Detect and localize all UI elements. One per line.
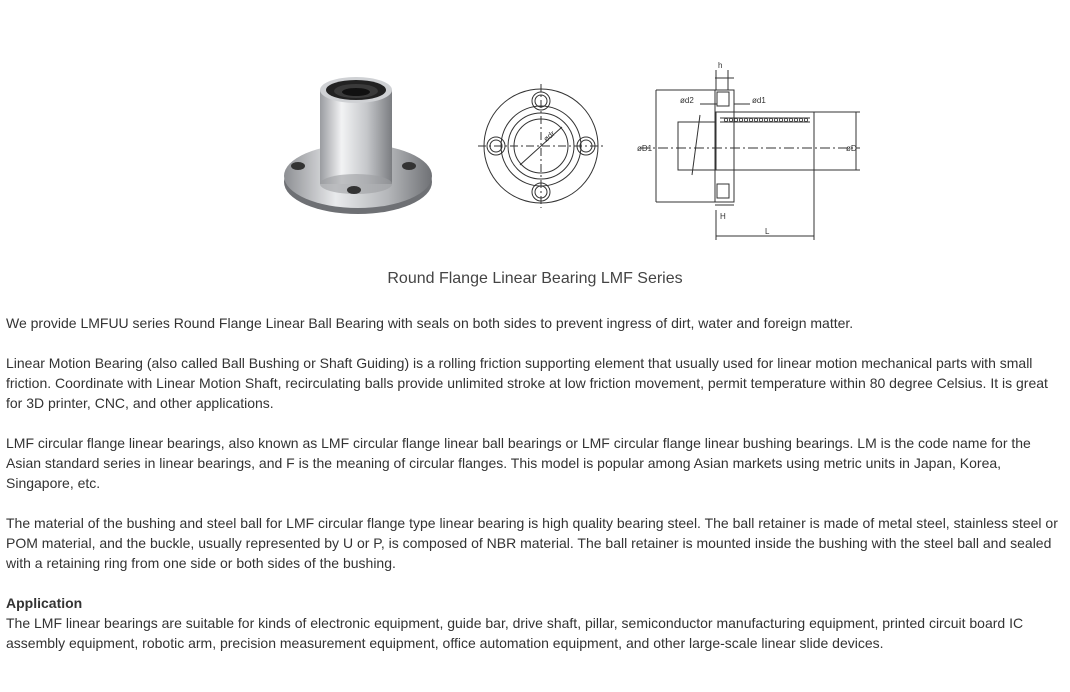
label-d1: ød1: [752, 96, 766, 105]
side-view-drawing: [640, 70, 860, 240]
paragraph-intro: We provide LMFUU series Round Flange Linear Ball Bearing with seals on both sides to prevent ingress of dirt, water and foreign matter.: [6, 315, 854, 331]
product-figure: [0, 0, 1070, 250]
paragraph-material: The material of the bushing and steel ball for LMF circular flange type linear bearing is high quality bearing steel. The ball retainer is made of metal steel, stainless steel or POM material, and the buckle, usually represented by U or P, is composed of NBR material. The ball retainer is mounted inside the bushing with the steel ball and sealed with a retaining ring from one side or both sides of the bushing.: [6, 515, 1058, 571]
figure-caption: Round Flange Linear Bearing LMF Series: [387, 270, 683, 287]
label-L: L: [765, 227, 770, 236]
label-D1: øD1: [637, 144, 653, 153]
description: [6, 313, 1068, 653]
label-H: H: [720, 212, 726, 221]
label-D: øD: [846, 144, 857, 153]
bearing-photo: [284, 77, 432, 214]
ball-retainer: [724, 118, 807, 121]
label-dr: ødr: [541, 129, 557, 144]
application-heading: Application: [6, 595, 83, 611]
front-view-drawing: [478, 84, 604, 208]
label-h: h: [718, 61, 723, 70]
label-d2: ød2: [680, 96, 694, 105]
application-text: The LMF linear bearings are suitable for kinds of electronic equipment, guide bar, drive shaft, pillar, semiconductor manufacturing equipment, printed circuit board IC assembly equipment, robotic arm, precision measurement equipment, office automation equipment, and other large-scale linear slide devices.: [6, 615, 1024, 651]
paragraph-linear-motion: Linear Motion Bearing (also called Ball Bushing or Shaft Guiding) is a rolling friction supporting element that usually used for linear motion mechanical parts with small friction. Coordinate with Linear Motion Shaft, recirculating balls provide unlimited stroke at low friction movement, permit temperature within 80 degree Celsius. It is great for 3D printer, CNC, and other applications.: [6, 355, 1048, 411]
product-illustration: [0, 0, 1070, 250]
paragraph-lmf-flange: LMF circular flange linear bearings, also known as LMF circular flange linear ball bearings or LMF circular flange linear bushing bearings. LM is the code name for the Asian standard series in linear bearings, and F is the meaning of circular flanges. This model is popular among Asian markets using metric units in Japan, Korea, Singapore, etc.: [6, 435, 1031, 491]
